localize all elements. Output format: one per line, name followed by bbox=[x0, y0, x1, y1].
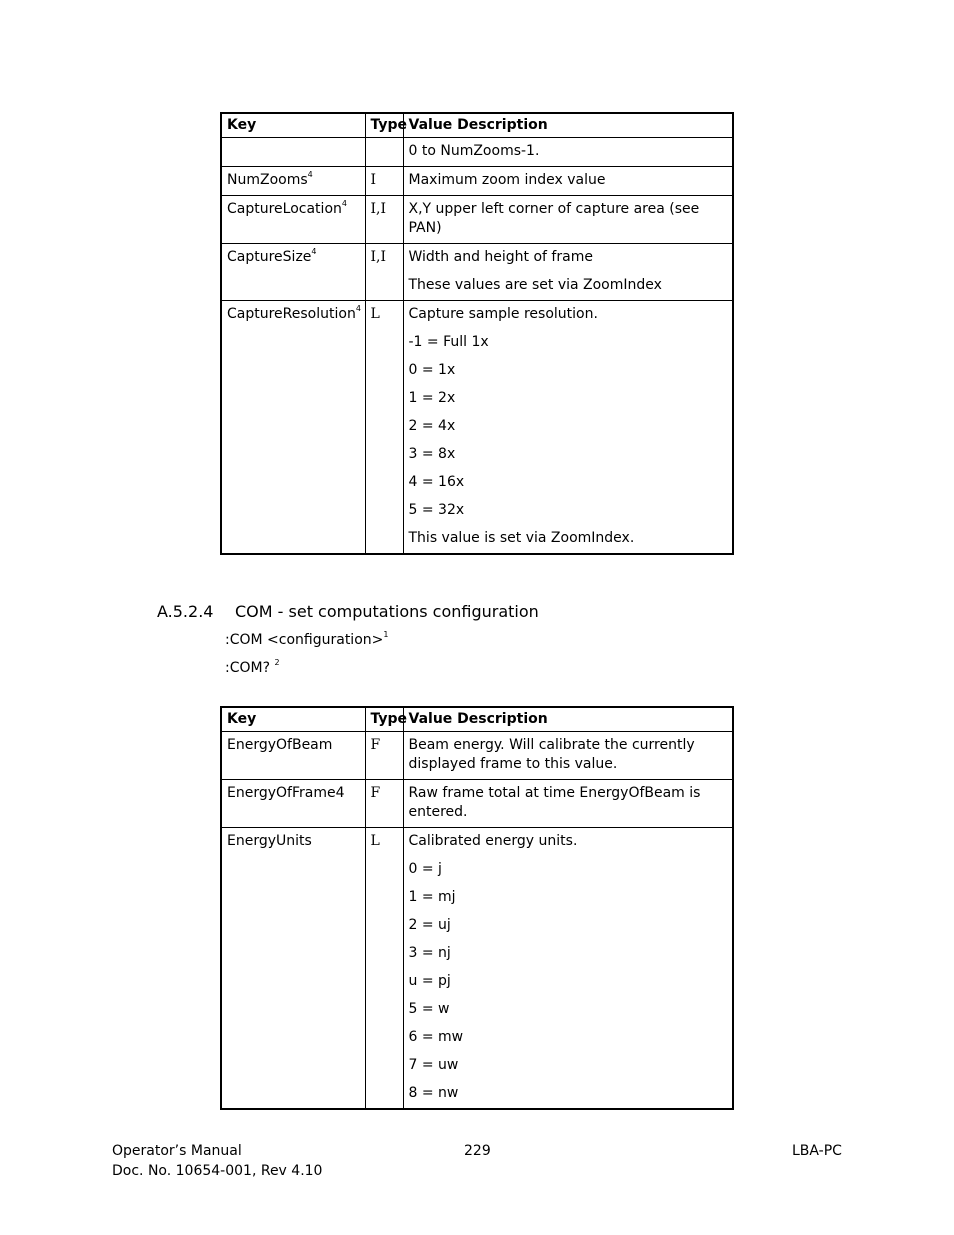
value-description-cell bbox=[403, 301, 733, 555]
section-number: A.5.2.4 bbox=[157, 602, 214, 621]
key-name: NumZooms bbox=[227, 172, 308, 188]
key-cell bbox=[221, 244, 365, 301]
key-name: CaptureResolution bbox=[227, 306, 356, 322]
description-line: 3 = 8x bbox=[408, 446, 456, 462]
description-line: Raw frame total at time EnergyOfBeam is entered. bbox=[408, 785, 701, 820]
parameters-table-1 bbox=[220, 112, 734, 555]
key-cell bbox=[221, 780, 365, 828]
key-cell bbox=[221, 828, 365, 1110]
key-name: EnergyOfFrame4 bbox=[227, 785, 345, 801]
description-line: 4 = 16x bbox=[408, 474, 465, 490]
table-row bbox=[221, 828, 733, 1110]
header-type: Type bbox=[365, 707, 403, 732]
description-line: X,Y upper left corner of capture area (see PAN) bbox=[408, 201, 700, 236]
description-line: 1 = mj bbox=[408, 889, 456, 905]
type-cell: L bbox=[365, 301, 403, 555]
description-line: 0 = j bbox=[408, 861, 442, 877]
key-name: CaptureSize bbox=[227, 249, 312, 265]
description-line: This value is set via ZoomIndex. bbox=[408, 530, 635, 546]
table-row bbox=[221, 196, 733, 244]
command-syntax-query bbox=[225, 660, 280, 676]
value-description-cell bbox=[403, 196, 733, 244]
footer-left bbox=[112, 1141, 322, 1181]
type-cell: F bbox=[365, 780, 403, 828]
description-line: -1 = Full 1x bbox=[408, 334, 489, 350]
value-description-cell bbox=[403, 167, 733, 196]
parameters-table-2 bbox=[220, 706, 734, 1110]
table-row bbox=[221, 167, 733, 196]
header-value-description: Value Description bbox=[403, 113, 733, 138]
page-number: 229 bbox=[464, 1143, 491, 1159]
key-name: CaptureLocation bbox=[227, 201, 342, 217]
type-cell: I,I bbox=[365, 196, 403, 244]
product-name: LBA-PC bbox=[792, 1143, 842, 1159]
description-line: 2 = uj bbox=[408, 917, 451, 933]
value-description-cell bbox=[403, 780, 733, 828]
header-type: Type bbox=[365, 113, 403, 138]
key-cell bbox=[221, 167, 365, 196]
type-cell bbox=[365, 138, 403, 167]
footnote-ref: 2 bbox=[274, 658, 280, 667]
document-number: Doc. No. 10654-001, Rev 4.10 bbox=[112, 1163, 323, 1179]
description-line: 0 = 1x bbox=[408, 362, 456, 378]
footnote-ref: 4 bbox=[341, 199, 347, 208]
description-line: u = pj bbox=[408, 973, 451, 989]
table-row bbox=[221, 138, 733, 167]
description-line: 3 = nj bbox=[408, 945, 451, 961]
description-line: Width and height of frame bbox=[408, 249, 593, 265]
value-description-cell bbox=[403, 828, 733, 1110]
key-cell bbox=[221, 301, 365, 555]
key-cell bbox=[221, 732, 365, 780]
command-text: :COM? bbox=[225, 660, 271, 676]
description-line: 6 = mw bbox=[408, 1029, 464, 1045]
command-text: :COM <configuration> bbox=[225, 632, 384, 648]
description-line: 0 to NumZooms-1. bbox=[408, 143, 540, 159]
type-cell: F bbox=[365, 732, 403, 780]
description-line: 2 = 4x bbox=[408, 418, 456, 434]
description-line: 7 = uw bbox=[408, 1057, 459, 1073]
table-header-row bbox=[221, 113, 733, 138]
table-header-row bbox=[221, 707, 733, 732]
description-line: Beam energy. Will calibrate the currently displayed frame to this value. bbox=[408, 737, 695, 772]
key-cell bbox=[221, 196, 365, 244]
key-cell bbox=[221, 138, 365, 167]
description-line: Capture sample resolution. bbox=[408, 306, 598, 322]
description-line: 8 = nw bbox=[408, 1085, 459, 1101]
value-description-cell bbox=[403, 244, 733, 301]
footnote-ref: 4 bbox=[355, 304, 361, 313]
type-cell: L bbox=[365, 828, 403, 1110]
key-name: EnergyUnits bbox=[227, 833, 312, 849]
command-syntax-set bbox=[225, 632, 388, 648]
value-description-cell bbox=[403, 138, 733, 167]
description-line: 5 = w bbox=[408, 1001, 450, 1017]
description-line: These values are set via ZoomIndex bbox=[408, 277, 662, 293]
manual-title: Operator’s Manual bbox=[112, 1143, 242, 1159]
header-value-description: Value Description bbox=[403, 707, 733, 732]
description-line: 5 = 32x bbox=[408, 502, 465, 518]
footnote-ref: 1 bbox=[383, 630, 389, 639]
table-row bbox=[221, 301, 733, 555]
footnote-ref: 4 bbox=[307, 170, 313, 179]
type-cell: I,I bbox=[365, 244, 403, 301]
section-heading bbox=[157, 602, 539, 621]
table-row bbox=[221, 244, 733, 301]
key-name: EnergyOfBeam bbox=[227, 737, 333, 753]
table-row bbox=[221, 780, 733, 828]
footnote-ref: 4 bbox=[311, 247, 317, 256]
description-line: Maximum zoom index value bbox=[408, 172, 606, 188]
section-title: COM - set computations configuration bbox=[235, 602, 539, 621]
table-row bbox=[221, 732, 733, 780]
value-description-cell bbox=[403, 732, 733, 780]
description-line: 1 = 2x bbox=[408, 390, 456, 406]
header-key: Key bbox=[221, 707, 365, 732]
type-cell: I bbox=[365, 167, 403, 196]
description-line: Calibrated energy units. bbox=[408, 833, 578, 849]
header-key: Key bbox=[221, 113, 365, 138]
